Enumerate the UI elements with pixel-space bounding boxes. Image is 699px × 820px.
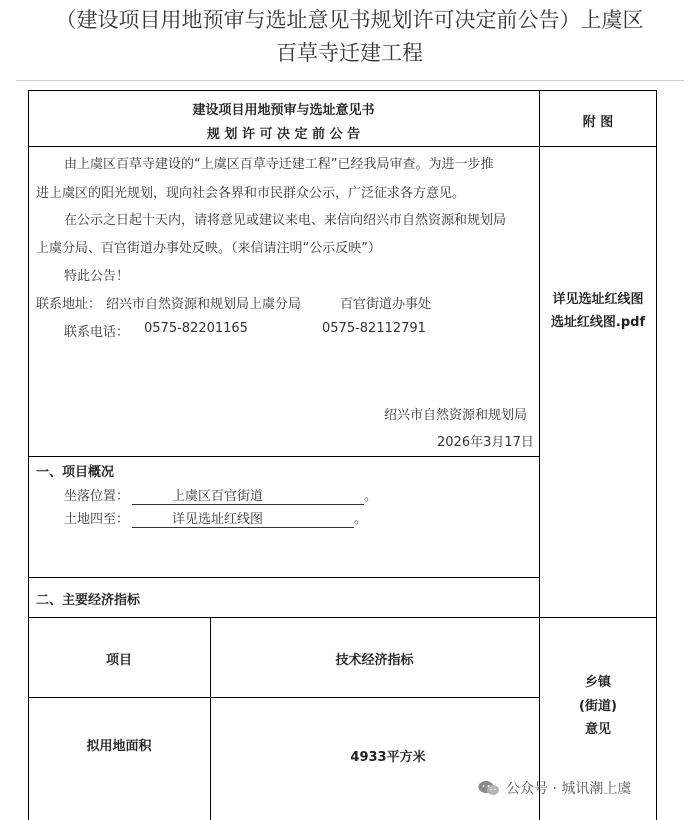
town-opinion-line3: 意见 [584, 722, 611, 737]
boundary-field [132, 508, 367, 528]
phone-label: 联系电话： [64, 325, 130, 340]
boundary-label: 土地四至： [64, 512, 130, 527]
wechat-icon [478, 780, 500, 796]
phone-1: 0575-82201165 [144, 321, 248, 336]
page-title-line2: 百草寺迁建工程 [276, 41, 423, 65]
town-opinion-line2: (街道) [579, 699, 617, 714]
address-1: 绍兴市自然资源和规划局上虞分局 [106, 297, 302, 312]
notice-header-line1: 建设项目用地预审与选址意见书 [192, 103, 375, 118]
attachment-header: 附 图 [582, 115, 614, 130]
address-2: 百官街道办事处 [340, 297, 432, 312]
location-label: 坐落位置： [64, 489, 130, 504]
signer: 绍兴市自然资源和规划局 [384, 408, 528, 423]
boundary-value: 详见选址红线图 [132, 512, 354, 528]
divider-indicators [28, 617, 657, 618]
boundary-end: 。 [354, 512, 368, 527]
col-indicator-header: 技术经济指标 [335, 653, 414, 668]
town-opinion-line1: 乡镇 [584, 675, 611, 690]
address-label: 联系地址： [36, 297, 102, 312]
attachment-link[interactable]: 选址红线图.pdf [550, 315, 646, 330]
border-top [28, 90, 657, 91]
divider-header [28, 146, 657, 147]
notice-date: 2026年3月17日 [437, 435, 534, 450]
section1-title: 一、项目概况 [36, 465, 115, 480]
row-item-value: 4933平方米 [350, 750, 426, 765]
border-left [28, 90, 29, 820]
notice-p2-line2: 上虞分局、百官街道办事处反映。（来信请注明“公示反映”） [36, 241, 381, 256]
section2-title: 二、主要经济指标 [36, 593, 141, 608]
title-divider [16, 80, 684, 81]
watermark-text: 公众号 · 城讯潮上虞 [506, 781, 632, 797]
notice-p1-line2: 进上虞区的阳光规划，现向社会各界和市民群众公示，广泛征求各方意见。 [36, 186, 466, 201]
notice-p1-line1: 由上虞区百草寺建设的“上虞区百草寺迁建工程”已经我局审查。为进一步推 [64, 157, 494, 172]
divider-col [210, 617, 211, 820]
location-value: 上虞区百官街道 [132, 489, 364, 505]
border-right [656, 90, 657, 820]
divider-section2 [28, 577, 539, 578]
notice-p3: 特此公告！ [64, 269, 130, 284]
divider-section1 [28, 456, 539, 457]
phone-2: 0575-82112791 [322, 321, 426, 336]
col-item-header: 项目 [105, 653, 132, 668]
row-item-label: 拟用地面积 [86, 739, 152, 754]
notice-p2-line1: 在公示之日起十天内，请将意见或建议来电、来信向绍兴市自然资源和规划局 [64, 213, 507, 228]
watermark [478, 778, 631, 798]
location-field [132, 485, 377, 505]
location-end: 。 [364, 489, 378, 504]
attachment-line1: 详见选址红线图 [552, 292, 644, 307]
divider-row [28, 697, 539, 698]
notice-header-line2: 规 划 许 可 决 定 前 公 告 [206, 127, 361, 142]
page-title-line1: （建设项目用地预审与选址意见书规划许可决定前公告）上虞区 [55, 8, 644, 32]
